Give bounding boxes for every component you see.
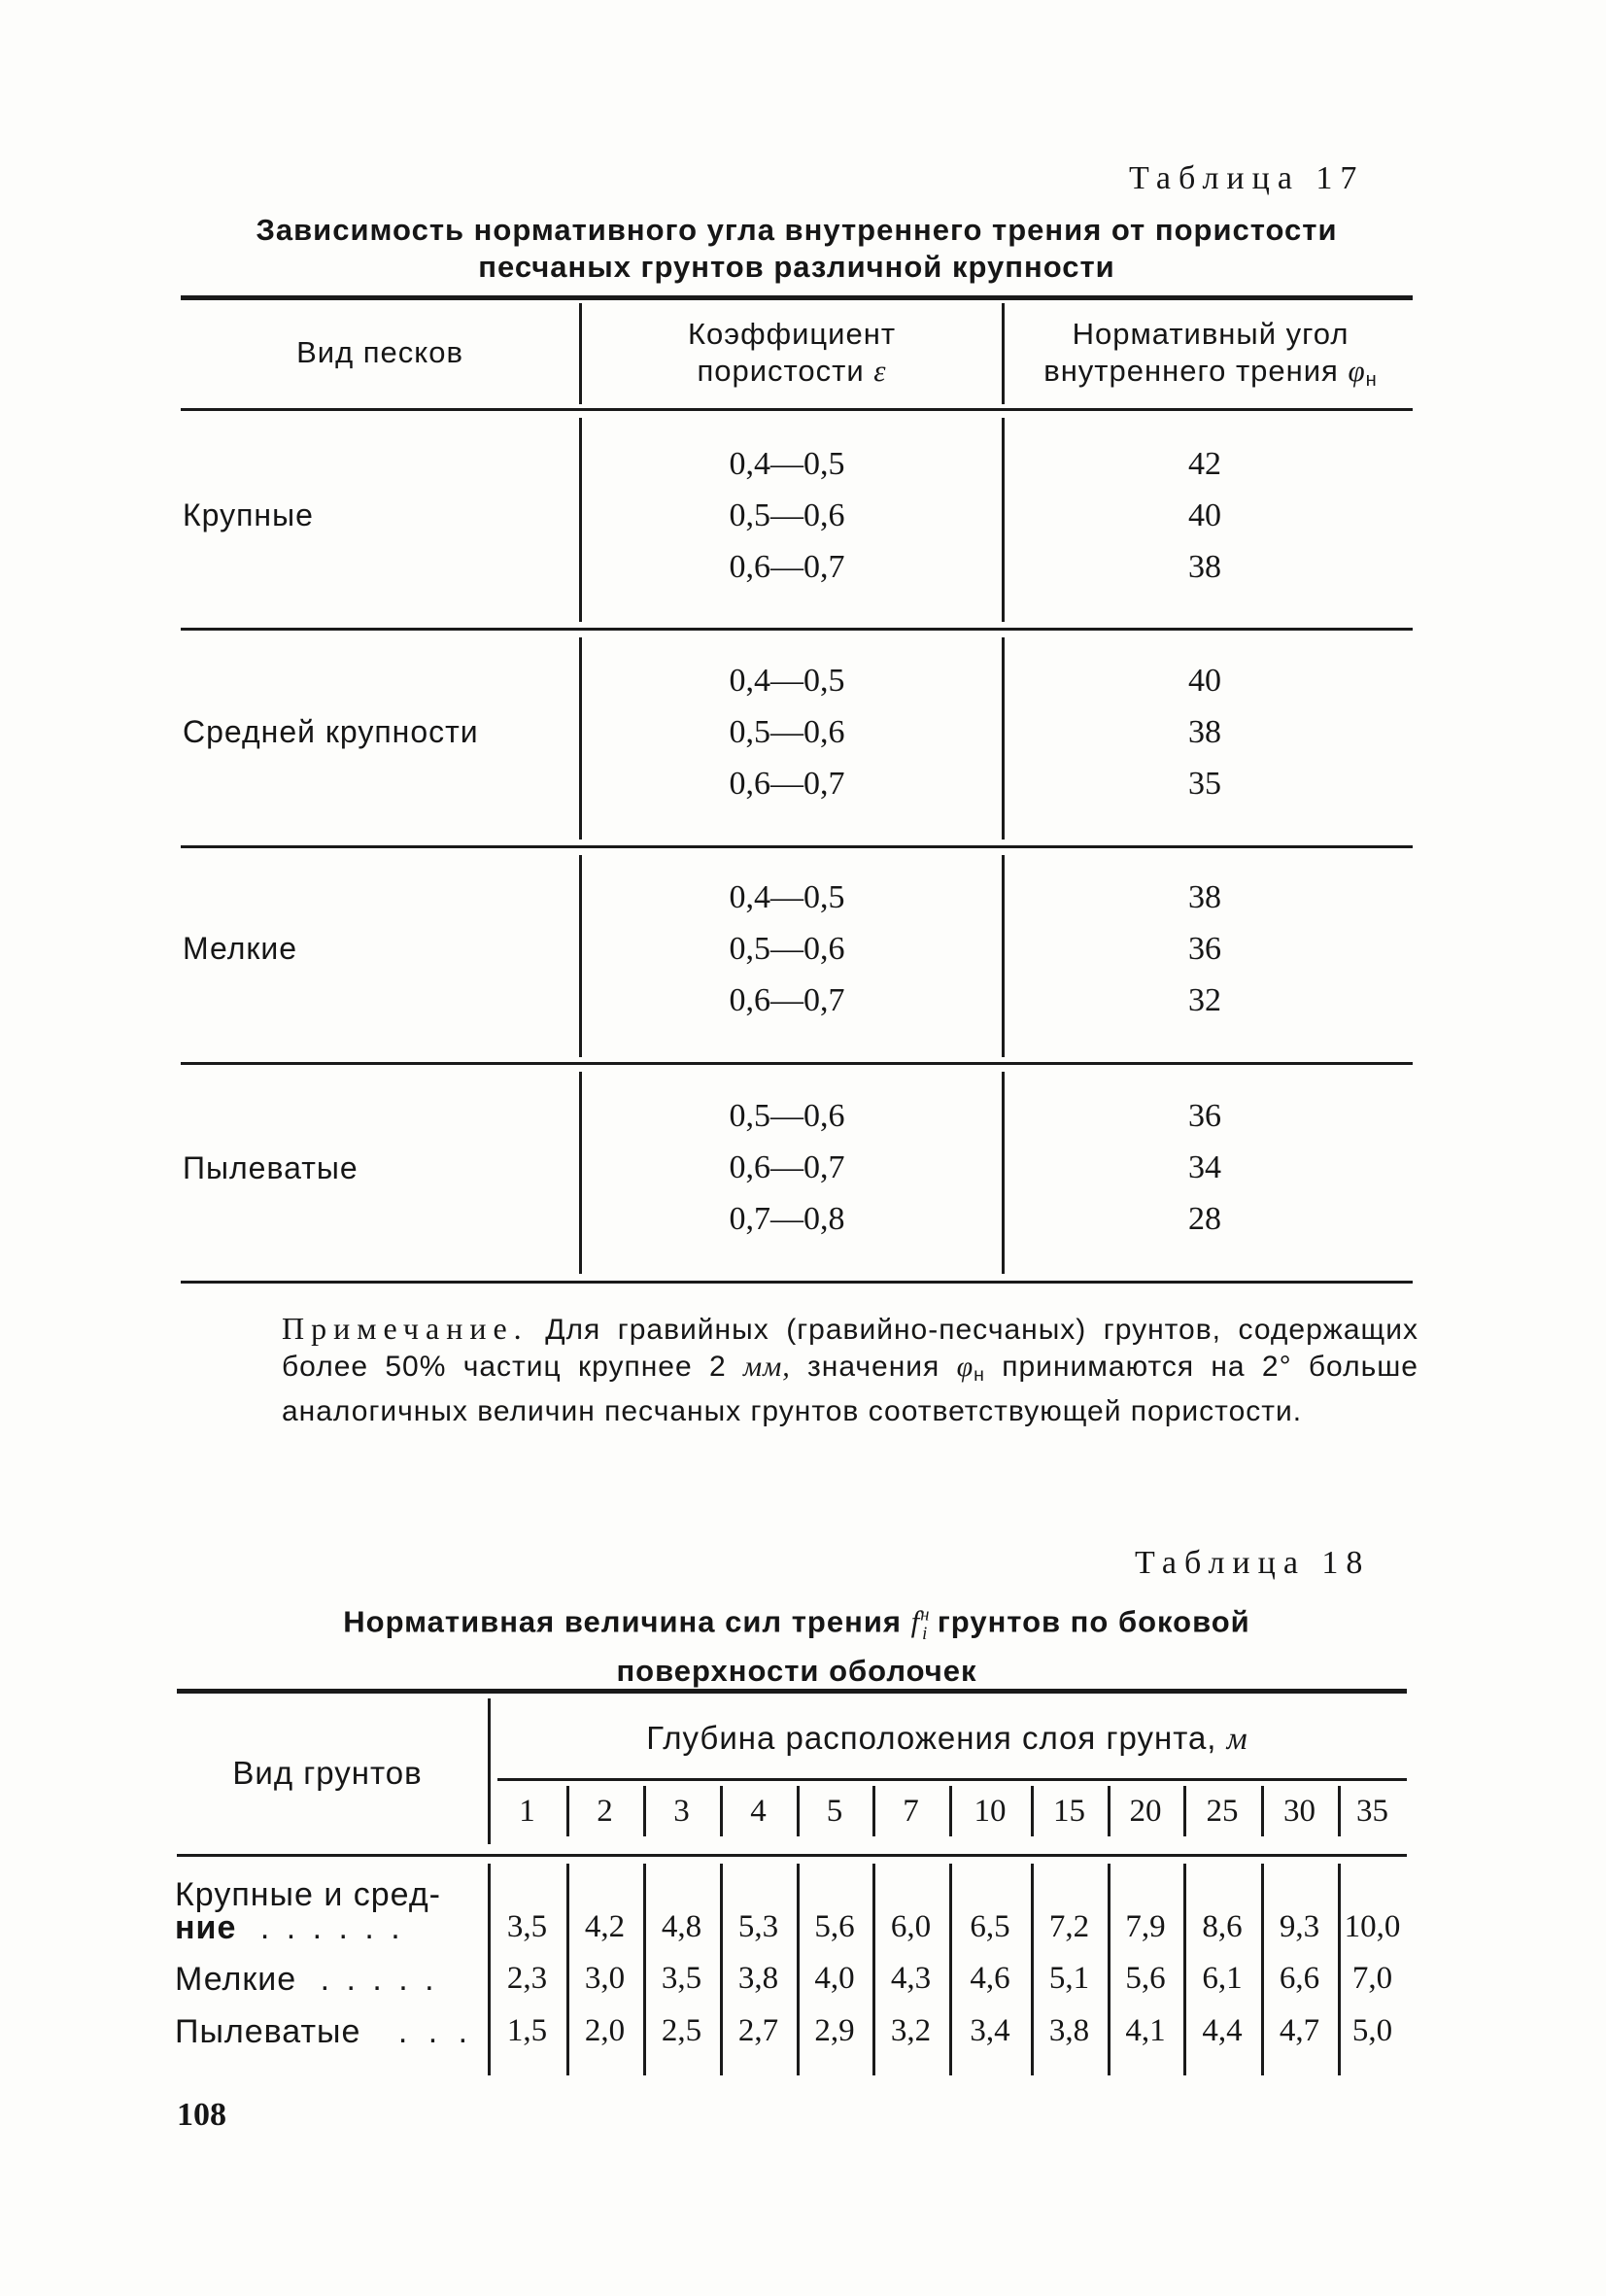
leader-dots: . . . . . .	[259, 1909, 404, 1946]
friction-value-cell: 8,6	[1202, 1909, 1243, 1944]
table17-angle-cell: 38	[1188, 549, 1221, 585]
table17-vrule	[1002, 303, 1005, 404]
header-porosity-line2: пористости	[697, 354, 865, 388]
table17-vrule	[1002, 637, 1005, 840]
table17-group-name: Средней крупности	[183, 714, 479, 749]
depth-header-separator	[1183, 1786, 1186, 1836]
table18-subheader-rule	[497, 1778, 1407, 1781]
table17-porosity-cell: 0,6—0,7	[729, 1149, 845, 1185]
friction-value-cell: 6,1	[1202, 1961, 1243, 1996]
phi-symbol: φ	[1348, 354, 1366, 388]
table17-angle-cell: 38	[1188, 714, 1221, 750]
friction-value-cell: 2,5	[661, 2013, 702, 2048]
table17-porosity-cell: 0,6—0,7	[729, 982, 845, 1018]
depth-header-cell: 1	[519, 1794, 535, 1829]
note-unit: мм,	[742, 1351, 791, 1383]
table17-header-type: Вид песков	[296, 335, 463, 369]
friction-value-cell: 9,3	[1279, 1909, 1320, 1944]
table18-header-type: Вид грунтов	[232, 1755, 423, 1791]
friction-value-cell: 3,0	[584, 1961, 626, 1996]
depth-header-cell: 30	[1283, 1794, 1316, 1829]
table18-title-part2: грунтов по боковой	[937, 1604, 1250, 1639]
table17-vrule	[1002, 418, 1005, 622]
table17-group-name: Пылеватые	[183, 1150, 359, 1185]
table18-row-name-cont	[175, 1909, 404, 1947]
row-name-line1: Пылеватые	[175, 2013, 361, 2050]
header-angle-line1: Нормативный угол	[1072, 317, 1350, 351]
table18-header-depth	[491, 1720, 1404, 1758]
depth-header-cell: 5	[826, 1794, 843, 1829]
table17-group-name: Мелкие	[183, 931, 298, 966]
table17-bottom-rule	[181, 1281, 1413, 1284]
table17-vrule	[579, 303, 582, 404]
leader-dots: . . .	[397, 2013, 474, 2050]
friction-symbol-sub: i	[922, 1623, 929, 1644]
friction-symbol-sup: н	[920, 1605, 931, 1626]
table17-title-line2: песчаных грунтов различной крупности	[478, 250, 1115, 284]
table18-row-name	[175, 1961, 438, 1999]
table18-row-name: Крупные и сред-	[175, 1876, 441, 1913]
table17-title	[175, 212, 1418, 286]
table17-angle-cell: 36	[1188, 931, 1221, 967]
table17-angle-cell: 32	[1188, 982, 1221, 1018]
table18-label: Таблица 18	[1135, 1545, 1371, 1581]
friction-value-cell: 7,2	[1048, 1909, 1090, 1944]
friction-value-cell: 6,5	[970, 1909, 1010, 1944]
phi-symbol: φ	[956, 1351, 974, 1383]
depth-header-separator	[1261, 1786, 1264, 1836]
friction-value-cell: 2,0	[584, 2013, 626, 2048]
table17-angle-cell: 35	[1188, 766, 1221, 802]
table17-angle-cell: 40	[1188, 497, 1221, 533]
depth-header-cell: 3	[673, 1794, 690, 1829]
leader-dots: . . . . .	[320, 1961, 438, 1998]
table17-label: Таблица 17	[1129, 160, 1365, 196]
page-number: 108	[177, 2097, 226, 2133]
friction-value-cell: 5,6	[1125, 1961, 1166, 1996]
friction-value-cell: 3,2	[890, 2013, 932, 2048]
depth-header-cell: 2	[597, 1794, 613, 1829]
table17-vrule	[579, 418, 582, 622]
table17-porosity-cell: 0,5—0,6	[729, 497, 845, 533]
table17-porosity-cell: 0,6—0,7	[729, 549, 845, 585]
friction-value-cell: 5,1	[1048, 1961, 1090, 1996]
depth-header-separator	[1031, 1786, 1034, 1836]
depth-header-cell: 25	[1206, 1794, 1239, 1829]
friction-value-cell: 4,3	[890, 1961, 932, 1996]
friction-value-cell: 2,9	[814, 2013, 855, 2048]
table17-porosity-cell: 0,4—0,5	[729, 663, 845, 699]
table17-note	[282, 1310, 1418, 1430]
depth-header-separator	[566, 1786, 569, 1836]
table17-porosity-cell: 0,7—0,8	[729, 1201, 845, 1237]
friction-value-cell: 7,9	[1125, 1909, 1166, 1944]
friction-value-cell: 2,7	[737, 2013, 779, 2048]
friction-value-cell: 4,2	[584, 1909, 626, 1944]
table17-vrule	[579, 855, 582, 1057]
depth-header-cell: 4	[750, 1794, 767, 1829]
row-name-line1: Мелкие	[175, 1961, 297, 1998]
friction-value-cell: 5,6	[814, 1909, 855, 1944]
depth-header-cell: 20	[1129, 1794, 1162, 1829]
friction-value-cell: 7,0	[1351, 1961, 1393, 1996]
table17-porosity-cell: 0,6—0,7	[729, 766, 845, 802]
table17-porosity-cell: 0,4—0,5	[729, 879, 845, 915]
friction-value-cell: 5,3	[737, 1909, 779, 1944]
table17-angle-cell: 42	[1188, 446, 1221, 482]
header-angle-line2: внутреннего трения	[1043, 354, 1339, 388]
table17-vrule	[579, 1072, 582, 1274]
header-porosity-line1: Коэффициент	[687, 317, 897, 351]
depth-header-cell: 15	[1053, 1794, 1085, 1829]
friction-value-cell: 10,0	[1344, 1909, 1401, 1944]
depth-unit: м	[1226, 1722, 1248, 1757]
note-text2: значения	[807, 1351, 940, 1383]
depth-header-text: Глубина расположения слоя грунта,	[646, 1720, 1217, 1756]
table17-porosity-cell: 0,4—0,5	[729, 446, 845, 482]
depth-header-separator	[872, 1786, 875, 1836]
friction-symbol	[910, 1604, 931, 1644]
table17-angle-cell: 38	[1188, 879, 1221, 915]
depth-header-separator	[797, 1786, 800, 1836]
table17-group-rule	[181, 628, 1413, 631]
table17-vrule	[1002, 855, 1005, 1057]
depth-header-separator	[1108, 1786, 1111, 1836]
note-lead: Примечание.	[282, 1311, 529, 1346]
friction-value-cell: 2,3	[506, 1961, 548, 1996]
table18-vrule	[488, 1698, 491, 1844]
friction-value-cell: 6,0	[890, 1909, 932, 1944]
friction-value-cell: 4,4	[1202, 2013, 1243, 2048]
table18-header-rule	[177, 1854, 1407, 1857]
table17-porosity-cell: 0,5—0,6	[729, 931, 845, 967]
table18-row-name	[175, 2013, 473, 2051]
friction-value-cell: 3,8	[1048, 2013, 1090, 2048]
table17-top-rule	[181, 295, 1413, 300]
friction-value-cell: 3,5	[661, 1961, 702, 1996]
table17-header-angle	[1007, 316, 1415, 398]
table17-header-rule	[181, 408, 1413, 411]
table17-header-porosity	[583, 316, 1001, 390]
table17-group-name: Крупные	[183, 497, 314, 532]
table17-group-rule	[181, 845, 1413, 848]
depth-header-separator	[949, 1786, 952, 1836]
table17-angle-cell: 40	[1188, 663, 1221, 699]
note-text1: Для гравийных (гравийно-песчаных) грунтов, содержащих более 50% частиц крупнее 2	[282, 1314, 1418, 1383]
depth-header-separator	[1338, 1786, 1341, 1836]
friction-value-cell: 4,7	[1279, 2013, 1320, 2048]
friction-value-cell: 4,0	[814, 1961, 855, 1996]
depth-header-cell: 7	[903, 1794, 919, 1829]
table18-title	[185, 1597, 1409, 1690]
table17-angle-cell: 34	[1188, 1149, 1221, 1185]
table18-title-line2: поверхности оболочек	[616, 1653, 977, 1688]
friction-value-cell: 3,5	[506, 1909, 548, 1944]
depth-header-separator	[643, 1786, 646, 1836]
row-name-line2: ние	[175, 1909, 237, 1946]
phi-subscript: н	[974, 1363, 985, 1386]
table17-angle-cell: 28	[1188, 1201, 1221, 1237]
table17-angle-cell: 36	[1188, 1098, 1221, 1134]
friction-value-cell: 5,0	[1351, 2013, 1393, 2048]
phi-subscript: н	[1365, 369, 1378, 392]
friction-value-cell: 3,8	[737, 1961, 779, 1996]
depth-header-separator	[720, 1786, 723, 1836]
table17-vrule	[579, 637, 582, 840]
friction-symbol-f: f	[910, 1604, 921, 1639]
table17-porosity-cell: 0,5—0,6	[729, 1098, 845, 1134]
table17-title-line1: Зависимость нормативного угла внутреннего трения от пористости	[256, 213, 1338, 247]
note-text3: принимаются на 2° больше аналогичных величин песчаных грунтов соответствующей пористости.	[282, 1351, 1418, 1427]
epsilon-symbol: ε	[873, 354, 887, 388]
table17-vrule	[1002, 1072, 1005, 1274]
friction-value-cell: 3,4	[970, 2013, 1010, 2048]
depth-header-cell: 35	[1356, 1794, 1388, 1829]
table18-title-part1: Нормативная величина сил трения	[343, 1604, 902, 1639]
friction-value-cell: 1,5	[506, 2013, 548, 2048]
depth-header-cell: 10	[974, 1794, 1007, 1829]
table17-group-rule	[181, 1062, 1413, 1065]
friction-value-cell: 4,8	[661, 1909, 702, 1944]
table18-top-rule	[177, 1689, 1407, 1694]
friction-value-cell: 4,6	[970, 1961, 1010, 1996]
friction-value-cell: 4,1	[1125, 2013, 1166, 2048]
friction-value-cell: 6,6	[1279, 1961, 1320, 1996]
table17-porosity-cell: 0,5—0,6	[729, 714, 845, 750]
